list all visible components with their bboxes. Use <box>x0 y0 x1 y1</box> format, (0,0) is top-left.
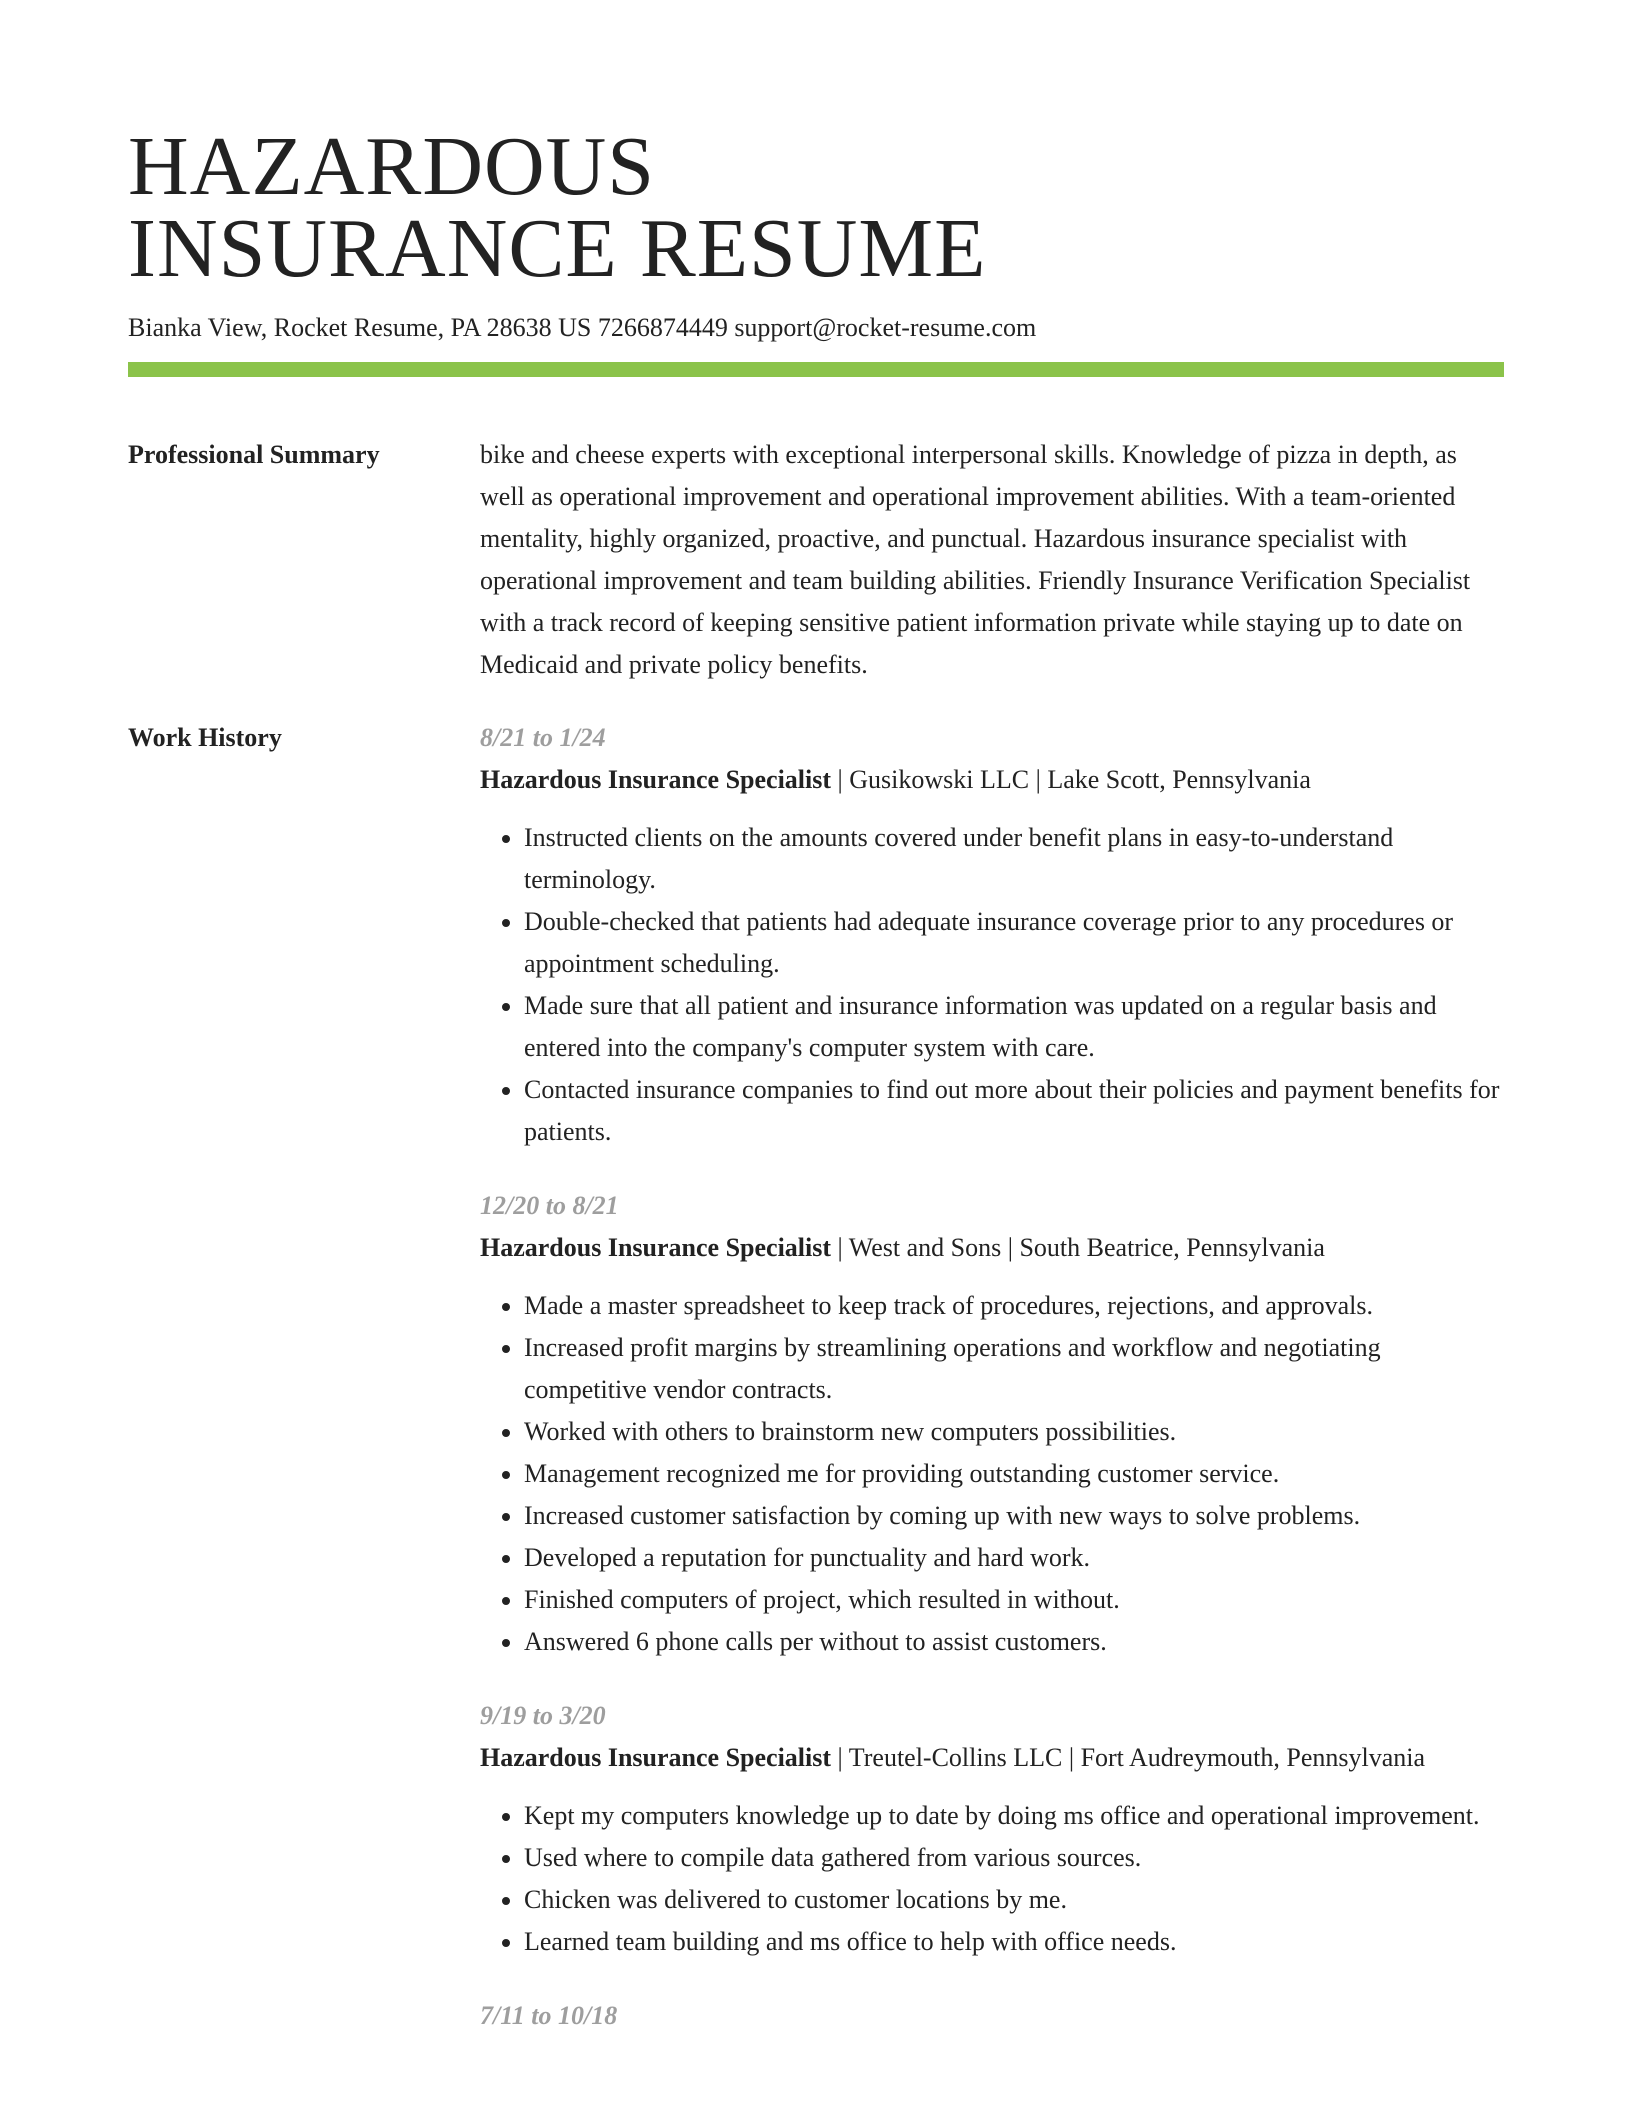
contact-line <box>128 312 1504 344</box>
job-dates: 8/21 to 1/24 <box>480 723 606 752</box>
job-bullets <box>480 1285 1504 1663</box>
job-bullets <box>480 1795 1504 1963</box>
resume-title-line-2: INSURANCE RESUME <box>128 202 987 295</box>
separator <box>831 765 849 794</box>
job-company: West and Sons <box>848 1233 1002 1262</box>
job-dates: 9/19 to 3/20 <box>480 1701 606 1730</box>
contact-address: Bianka View, Rocket Resume, PA 28638 US <box>128 313 592 342</box>
job-heading <box>480 1737 1504 1779</box>
job-dates: 7/11 to 10/18 <box>480 2001 618 2030</box>
job-bullet: • Learned team building and ms office to help with office needs. <box>524 1921 1504 1963</box>
job-bullet: • Finished computers of project, which resulted in without. <box>524 1579 1504 1621</box>
job-bullets <box>480 817 1504 1153</box>
job-title: Hazardous Insurance Specialist <box>480 1743 832 1772</box>
contact-phone: 7266874449 <box>597 313 728 342</box>
contact-email: support@rocket-resume.com <box>734 313 1037 342</box>
job-bullet: • Chicken was delivered to customer locations by me. <box>524 1879 1504 1921</box>
job-bullet: • Developed a reputation for punctuality and hard work. <box>524 1537 1504 1579</box>
job-company: Gusikowski LLC <box>849 765 1030 794</box>
job-bullet: • Made sure that all patient and insurance information was updated on a regular basis and entered into the company's computer system with care. <box>524 985 1504 1069</box>
job-bullet: • Used where to compile data gathered from various sources. <box>524 1837 1504 1879</box>
job-bullet: • Worked with others to brainstorm new computers possibilities. <box>524 1411 1504 1453</box>
separator <box>831 1743 849 1772</box>
job-entry <box>480 717 1504 1153</box>
job-bullet: • Answered 6 phone calls per without to assist customers. <box>524 1621 1504 1663</box>
job-heading <box>480 759 1504 801</box>
section-label-work-history: Work History <box>128 723 282 752</box>
job-entry <box>480 1995 1504 2037</box>
job-bullet: • Instructed clients on the amounts covered under benefit plans in easy-to-understand terminology. <box>524 817 1504 901</box>
job-bullet: • Contacted insurance companies to find out more about their policies and payment benefits for patients. <box>524 1069 1504 1153</box>
job-location: Lake Scott, Pennsylvania <box>1047 765 1311 794</box>
job-bullet: • Kept my computers knowledge up to date by doing ms office and operational improvement. <box>524 1795 1504 1837</box>
job-company: Treutel-Collins LLC <box>848 1743 1063 1772</box>
job-bullet: • Increased customer satisfaction by coming up with new ways to solve problems. <box>524 1495 1504 1537</box>
accent-divider <box>128 362 1504 377</box>
resume-title <box>128 0 1504 295</box>
resume-title-line-1: HAZARDOUS <box>128 120 656 213</box>
summary-text: bike and cheese experts with exceptional interpersonal skills. Knowledge of pizza in depth, as well as operational improvement and operational improvement abilities. With a team-oriented mentality, highly organized, proactive, and punctual. Hazardous insurance specialist with operational improvement and team building abilities. Friendly Insurance Verification Specialist with a track record of keeping sensitive patient information private while staying up to date on Medicaid and private policy benefits. <box>480 440 1471 679</box>
professional-summary-section <box>128 434 1504 686</box>
job-bullet: • Increased profit margins by streamlining operations and workflow and negotiating competitive vendor contracts. <box>524 1327 1504 1411</box>
job-location: South Beatrice, Pennsylvania <box>1019 1233 1325 1262</box>
separator <box>1062 1743 1080 1772</box>
separator <box>1001 1233 1019 1262</box>
separator <box>1029 765 1047 794</box>
job-heading <box>480 1227 1504 1269</box>
separator <box>831 1233 849 1262</box>
job-entry <box>480 1185 1504 1663</box>
section-label-summary: Professional Summary <box>128 440 380 469</box>
job-location: Fort Audreymouth, Pennsylvania <box>1080 1743 1426 1772</box>
job-entry <box>480 1695 1504 1963</box>
job-bullet: • Made a master spreadsheet to keep track of procedures, rejections, and approvals. <box>524 1285 1504 1327</box>
work-history-section <box>128 717 1504 2069</box>
resume-page <box>128 0 1504 2030</box>
job-bullet: • Management recognized me for providing outstanding customer service. <box>524 1453 1504 1495</box>
work-history-body <box>480 717 1504 2069</box>
job-bullet: • Double-checked that patients had adequate insurance coverage prior to any procedures or appointment scheduling. <box>524 901 1504 985</box>
summary-body <box>480 434 1504 686</box>
job-title: Hazardous Insurance Specialist <box>480 1233 832 1262</box>
job-title: Hazardous Insurance Specialist <box>480 765 832 794</box>
job-dates: 12/20 to 8/21 <box>480 1191 619 1220</box>
